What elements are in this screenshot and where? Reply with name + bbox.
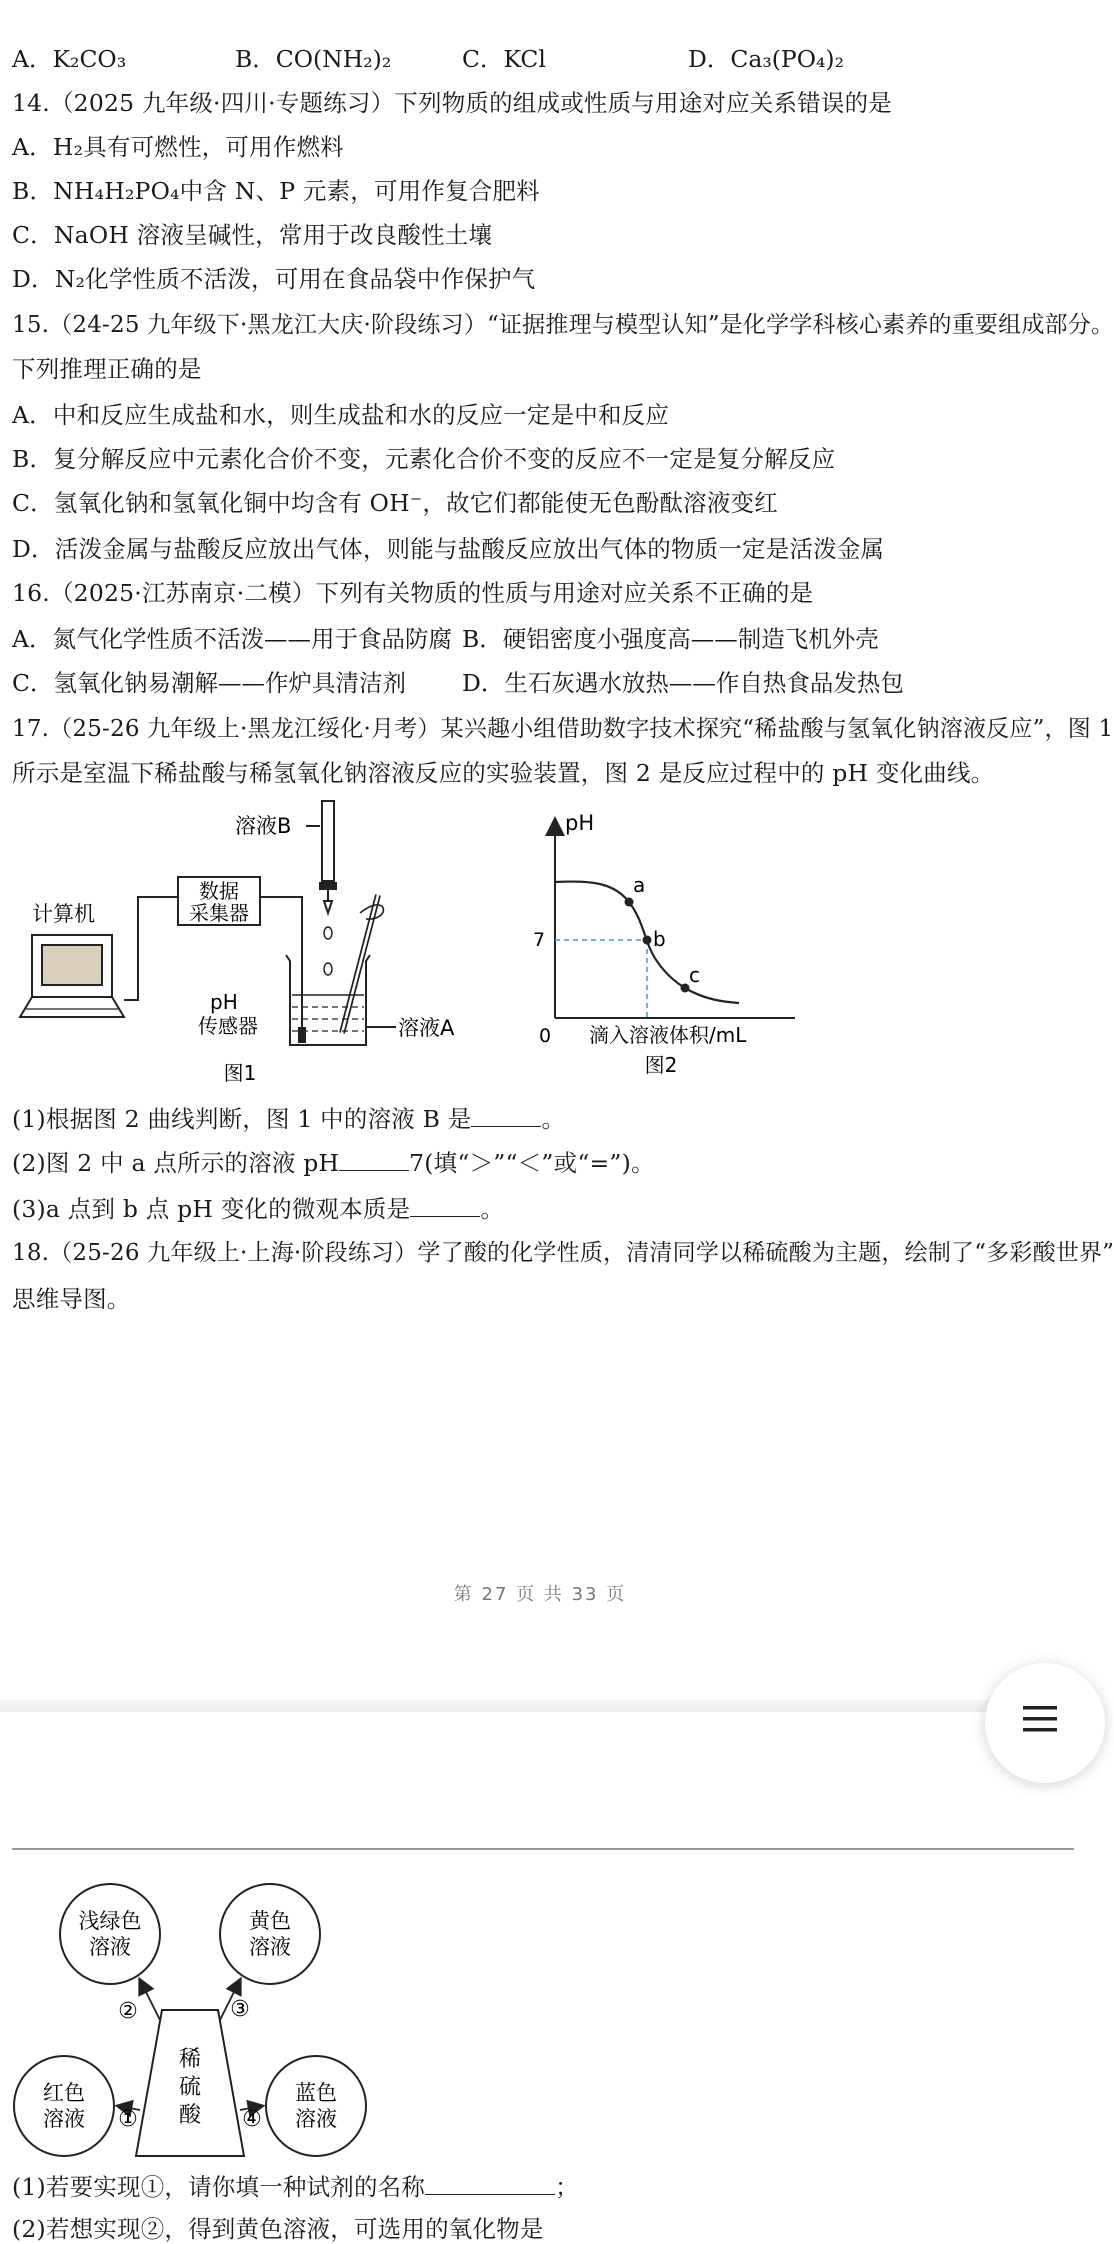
q13-option-b: B．CO(NH₂)₂ [235,45,392,73]
burette [320,801,336,913]
label-step-3: ③ [230,1997,250,2022]
q17-sub3: (3)a 点到 b 点 pH 变化的微观本质是 。 [12,1195,505,1223]
q18-stem-line1: 18.（25-26 九年级上·上海·阶段练习）学了酸的化学性质，清清同学以稀硫酸为主题，绘制了“多彩酸世界” [12,1240,1114,1266]
q17-sub1-blank [471,1106,541,1127]
label-red: 红色 [43,2081,85,2105]
label-solution-1: 溶液 [89,1935,131,1959]
computer-label: 计算机 [32,902,95,926]
label-step-4: ④ [242,2107,262,2132]
point-b [643,936,652,945]
sensor-label-2: 传感器 [198,1014,258,1038]
figure-acid-mind-map [0,1870,400,2160]
q13-option-a: A．K₂CO₃ [12,45,127,73]
q15-stem-line1: 15.（24-25 九年级下·黑龙江大庆·阶段练习）“证据推理与模型认知”是化学学科核心素养的重要组成部分。 [12,312,1114,338]
q17-stem-line1: 17.（25-26 九年级上·黑龙江绥化·月考）某兴趣小组借助数字技术探究“稀盐酸与氢氧化钠溶液反应”，图 1 [12,716,1114,742]
q17-sub2-blank [339,1150,409,1171]
q15-option-a: A．中和反应生成盐和水，则生成盐和水的反应一定是中和反应 [12,401,670,429]
q17-sub1: (1)根据图 2 曲线判断，图 1 中的溶液 B 是 。 [12,1105,566,1133]
y-axis-label: pH [565,811,595,835]
computer-icon [20,935,124,1017]
point-a [625,898,634,907]
collector-label-1: 数据 [199,879,239,903]
q15-option-c: C．氢氧化钠和氢氧化铜中均含有 OH⁻，故它们都能使无色酚酞溶液变红 [12,489,778,517]
figure-2-ph-curve [525,800,815,1085]
q13-option-d: D．Ca₃(PO₄)₂ [688,45,845,73]
q18-sub1: (1)若要实现①，请你填一种试剂的名称 ； [12,2173,579,2201]
point-c-label: c [689,963,700,987]
q17-sub2: (2)图 2 中 a 点所示的溶液 pH 7(填“＞”“＜”或“=”)。 [12,1149,655,1177]
solution-a-label: 溶液A [398,1016,455,1040]
label-yellow: 黄色 [249,1909,291,1933]
q16-option-b: B．硬铝密度小强度高——制造飞机外壳 [462,625,879,653]
q14-option-b: B．NH₄H₂PO₄中含 N、P 元素，可用作复合肥料 [12,177,540,205]
q17-sub3-blank [410,1196,480,1217]
label-center-3: 酸 [178,2103,202,2128]
label-step-2: ② [118,1999,138,2024]
point-b-label: b [653,927,666,951]
q14-option-a: A．H₂具有可燃性，可用作燃料 [12,133,344,161]
label-step-1: ① [118,2107,138,2132]
x-axis-label: 滴入溶液体积/mL [589,1023,747,1047]
figure-1-caption: 图1 [223,1061,257,1085]
label-blue: 蓝色 [295,2081,337,2105]
q18-sub2: (2)若想实现②，得到黄色溶液，可选用的氧化物是 [12,2215,544,2243]
origin-label: 0 [539,1025,552,1047]
section-divider [12,1848,1074,1850]
label-solution-2: 溶液 [249,1935,291,1959]
q18-stem-line2: 思维导图。 [12,1285,131,1313]
q13-option-c: C．KCl [462,45,546,73]
collector-label-2: 采集器 [189,901,249,925]
y-tick-7: 7 [533,929,546,951]
page-number-footer: 第 27 页 共 33 页 [453,1584,627,1605]
solution-b-label: 溶液B [235,814,292,838]
q16-option-a: A．氮气化学性质不活泼——用于食品防腐 [12,625,452,653]
label-center-1: 稀 [178,2047,202,2072]
point-a-label: a [633,873,646,897]
label-solution-3: 溶液 [43,2107,85,2131]
q14-option-d: D．N₂化学性质不活泼，可用在食品袋中作保护气 [12,265,536,293]
label-light-green: 浅绿色 [78,1909,142,1933]
menu-button[interactable] [985,1663,1105,1783]
figure-2-caption: 图2 [644,1053,678,1077]
hamburger-menu-icon [1023,1704,1057,1734]
circle-red-solution [14,2056,114,2156]
q16-option-c: C．氢氧化钠易潮解——作炉具清洁剂 [12,669,406,697]
q15-option-d: D．活泼金属与盐酸反应放出气体，则能与盐酸反应放出气体的物质一定是活泼金属 [12,535,885,563]
q16-option-d: D．生石灰遇水放热——作自热食品发热包 [462,669,904,697]
q14-option-c: C．NaOH 溶液呈碱性，常用于改良酸性土壤 [12,221,493,249]
q14-stem: 14.（2025 九年级·四川·专题练习）下列物质的组成或性质与用途对应关系错误的是 [12,89,892,117]
q18-sub1-blank [425,2174,555,2195]
label-solution-4: 溶液 [295,2107,337,2131]
q15-stem-line2: 下列推理正确的是 [12,355,202,383]
circle-blue-solution [266,2056,366,2156]
label-center-2: 硫 [178,2075,202,2100]
q17-stem-line2: 所示是室温下稀盐酸与稀氢氧化钠溶液反应的实验装置，图 2 是反应过程中的 pH 变化曲线。 [12,759,995,787]
q16-stem: 16.（2025·江苏南京·二模）下列有关物质的性质与用途对应关系不正确的是 [12,579,814,607]
circle-light-green-solution [60,1884,160,1984]
figure-1-apparatus [20,795,490,1095]
q15-option-b: B．复分解反应中元素化合价不变，元素化合价不变的反应不一定是复分解反应 [12,445,836,473]
circle-yellow-solution [220,1884,320,1984]
sensor-label-1: pH [210,990,238,1014]
